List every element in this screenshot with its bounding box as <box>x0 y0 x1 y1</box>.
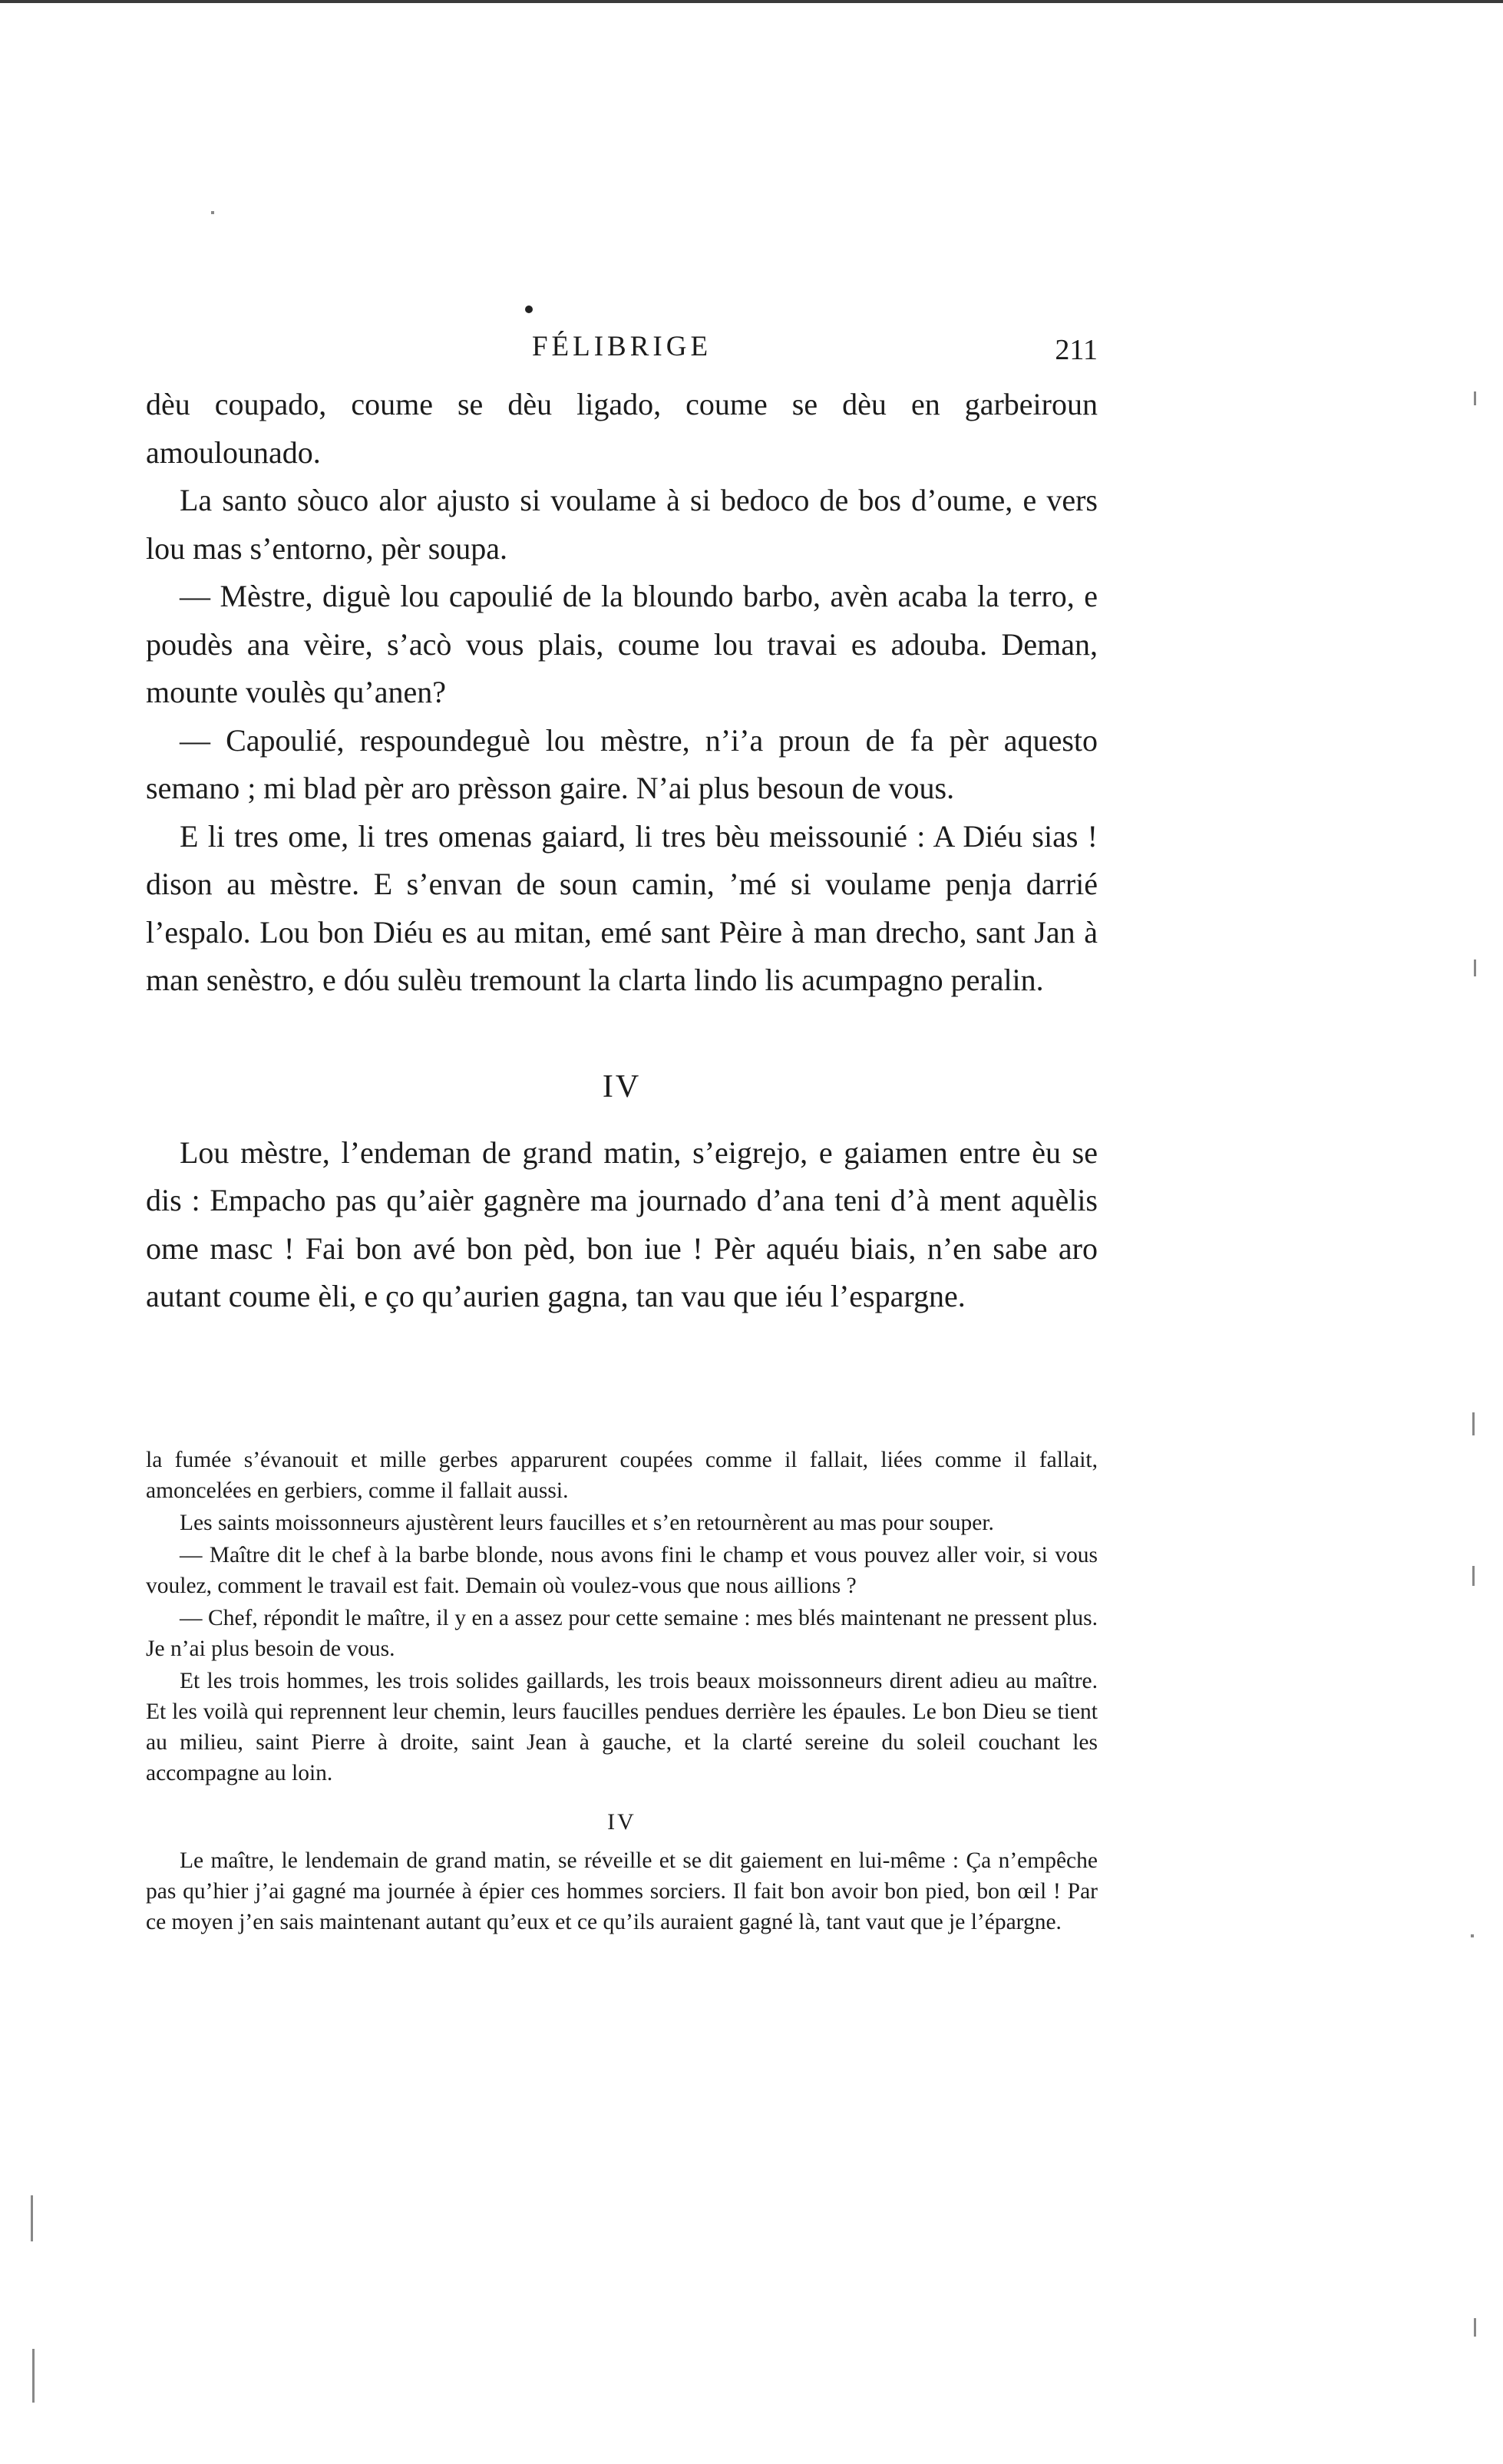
translation-paragraph: Et les trois hommes, les trois solides gaillards, les trois beaux moissonneurs dirent adieu au maître. Et les voilà qui reprennent leur chemin, leurs faucilles pendues derrière les épaules. Le bon Dieu se tient au milieu, saint Pierre à droite, saint Jean à gauche, et la clarté sereine du soleil couchant les accompagne au loin. <box>146 1669 1098 1785</box>
provencal-paragraph: La santo sòuco alor ajusto si voulame à si bedoco de bos d’oume, e vers lou mas s’entorno, pèr soupa. <box>146 483 1098 566</box>
provencal-paragraph: E li tres ome, li tres omenas gaiard, li tres bèu meissounié : A Diéu sias ! dison au mèstre. E s’envan de soun camin, ’mé si voulame penja darrié l’espalo. Lou bon Diéu es au mitan, emé sant Pèire à man drecho, sant Jan à man senèstro, e dóu sulèu tremount la clarta lindo lis acumpagno peralin. <box>146 818 1098 997</box>
scan-speck <box>211 211 214 214</box>
margin-mark <box>1474 2318 1476 2337</box>
page-header <box>146 330 1098 376</box>
translation-paragraph: la fumée s’évanouit et mille gerbes apparurent coupées comme il fallait, liées comme il fallait, amoncelées en gerbiers, comme il fallait aussi. <box>146 1448 1098 1503</box>
margin-mark <box>1472 1566 1475 1586</box>
scan-speck <box>1471 1934 1474 1937</box>
translation-paragraph: — Maître dit le chef à la barbe blonde, nous avons fini le champ et vous pouvez aller voir, si vous voulez, comment le travail est fait. Demain où voulez-vous que nous aillions ? <box>146 1543 1098 1598</box>
provencal-text <box>146 381 1098 1321</box>
translation-section-heading: IV <box>607 1809 636 1835</box>
provencal-paragraph: Lou mèstre, l’endeman de grand matin, s’eigrejo, e gaiamen entre èu se dis : Empacho pas qu’aièr gagnère ma journado d’ana teni d’à ment aquèlis ome masc ! Fai bon avé bon pèd, bon iue ! Pèr aquéu biais, n’en sabe aro autant coume èli, e ço qu’aurien gagna, tan vau que iéu l’espargne. <box>146 1135 1098 1313</box>
translation-paragraph: Les saints moissonneurs ajustèrent leurs faucilles et s’en retournèrent au mas pour souper. <box>180 1511 994 1535</box>
page-number: 211 <box>1055 334 1098 366</box>
provencal-paragraph: — Capoulié, respoundeguè lou mèstre, n’i’a proun de fa pèr aquesto semano ; mi blad pèr aro prèsson gaire. N’ai plus besoun de vous. <box>146 722 1098 805</box>
translation-paragraph: — Chef, répondit le maître, il y en a assez pour cette semaine : mes blés maintenant ne pressent plus. Je n’ai plus besoin de vous. <box>146 1606 1098 1661</box>
margin-mark <box>32 2349 35 2403</box>
margin-mark <box>31 2195 33 2241</box>
french-translation <box>146 1445 1098 1939</box>
running-head: FÉLIBRIGE <box>531 331 712 362</box>
top-border <box>0 0 1503 3</box>
ink-dot <box>525 306 533 313</box>
provencal-paragraph: dèu coupado, coume se dèu ligado, coume se dèu en garbeiroun amoulounado. <box>146 387 1098 470</box>
margin-mark <box>1472 1412 1475 1435</box>
provencal-section-heading: IV <box>602 1069 642 1105</box>
margin-mark <box>1474 960 1476 976</box>
margin-mark <box>1474 391 1476 405</box>
provencal-paragraph: — Mèstre, diguè lou capoulié de la bloundo barbo, avèn acaba la terro, e poudès ana vèire, s’acò vous plais, coume lou travai es adouba. Deman, mounte voulès qu’anen? <box>146 579 1098 709</box>
translation-paragraph: Le maître, le lendemain de grand matin, se réveille et se dit gaiement en lui-même : Ça n’empêche pas qu’hier j’ai gagné ma journée à épier ces hommes sorciers. Il fait bon avoir bon pied, bon œil ! Par ce moyen j’en sais maintenant autant qu’eux et ce qu’ils auraient gagné là, tant vaut que je l’épargne. <box>146 1848 1098 1934</box>
